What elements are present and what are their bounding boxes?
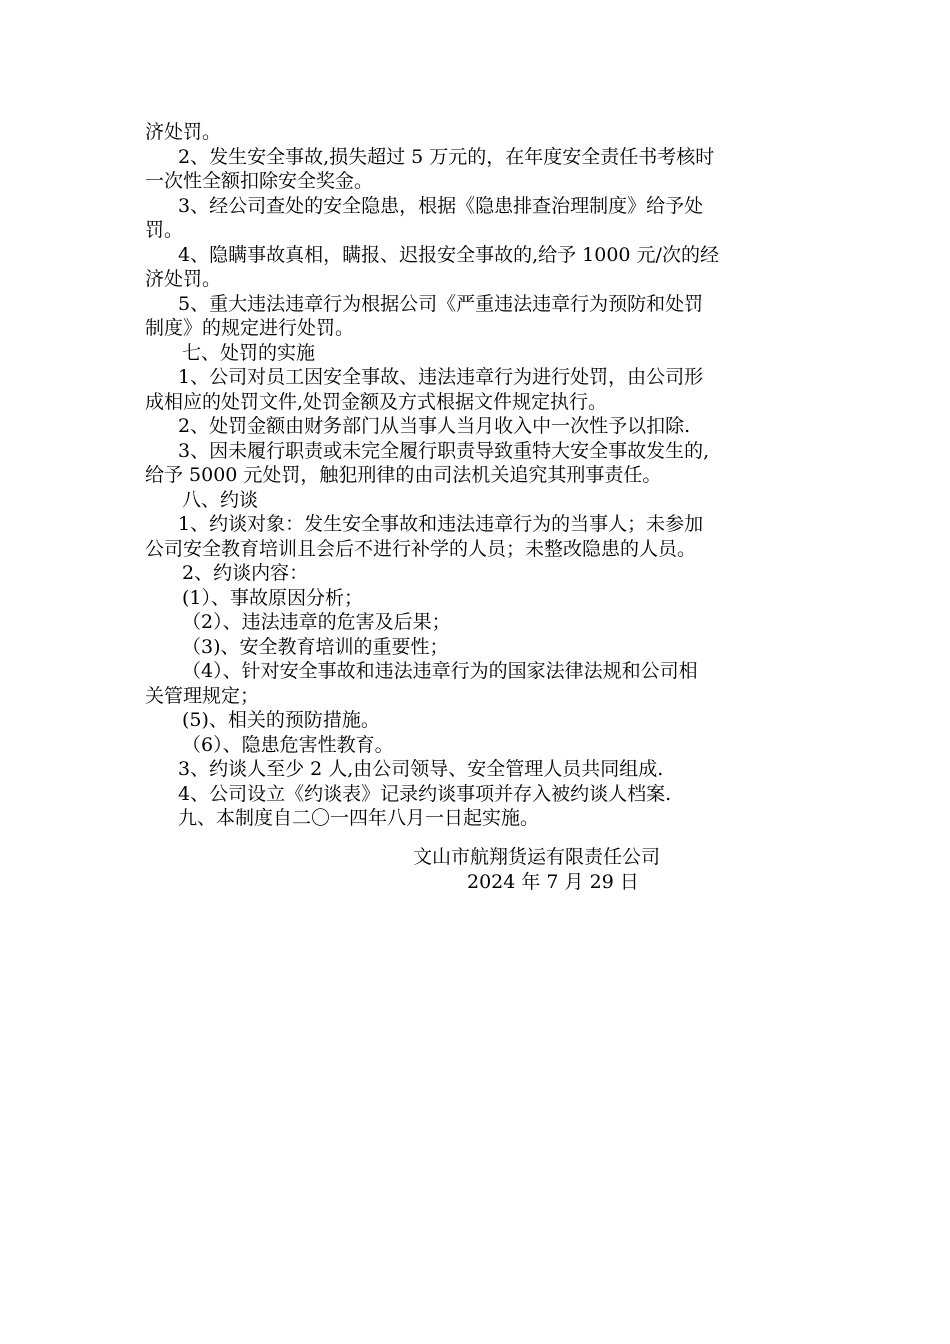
text-line: 罚。 bbox=[145, 219, 184, 241]
signature-date: 2024 年 7 月 29 日 bbox=[467, 871, 639, 893]
text-line: 济处罚。 bbox=[145, 121, 222, 143]
text-line: 1、约谈对象：发生安全事故和违法违章行为的当事人；未参加 bbox=[178, 513, 704, 535]
text-line: 4、隐瞒事故真相，瞒报、迟报安全事故的,给予 1000 元/次的经 bbox=[178, 243, 719, 266]
signature-company: 文山市航翔货运有限责任公司 bbox=[413, 846, 661, 868]
text-line: 2、发生安全事故,损失超过 5 万元的，在年度安全责任书考核时 bbox=[178, 145, 715, 168]
list-item: (5)、相关的预防措施。 bbox=[182, 709, 380, 731]
text-line: 成相应的处罚文件,处罚金额及方式根据文件规定执行。 bbox=[145, 390, 608, 413]
text-line: 1、公司对员工因安全事故、违法违章行为进行处罚，由公司形 bbox=[178, 366, 704, 388]
text-line: 3、因未履行职责或未完全履行职责导致重特大安全事故发生的, bbox=[178, 439, 710, 462]
text-line: 给予 5000 元处罚，触犯刑律的由司法机关追究其刑事责任。 bbox=[145, 464, 662, 486]
document-body bbox=[145, 120, 810, 831]
text-line: 5、重大违法违章行为根据公司《严重违法违章行为预防和处罚 bbox=[178, 292, 704, 315]
text-line: 九、本制度自二〇一四年八月一日起实施。 bbox=[178, 807, 540, 829]
text-line: 公司安全教育培训且会后不进行补学的人员；未整改隐患的人员。 bbox=[145, 537, 697, 560]
text-line: 制度》的规定进行处罚。 bbox=[145, 317, 355, 339]
list-item: （6）、隐患危害性教育。 bbox=[182, 733, 394, 756]
text-line: 2、约谈内容： bbox=[182, 562, 309, 584]
text-line: 关管理规定； bbox=[145, 684, 260, 707]
text-line: 2、处罚金额由财务部门从当事人当月收入中一次性予以扣除. bbox=[178, 415, 691, 437]
list-item: （3)、安全教育培训的重要性； bbox=[182, 635, 449, 658]
list-item: （2）、违法违章的危害及后果； bbox=[182, 611, 451, 633]
section-heading: 七、处罚的实施 bbox=[182, 341, 316, 364]
text-line: 3、约谈人至少 2 人,由公司领导、安全管理人员共同组成. bbox=[178, 758, 664, 780]
text-line: 一次性全额扣除安全奖金。 bbox=[145, 170, 374, 192]
text-line: 3、经公司查处的安全隐患，根据《隐患排查治理制度》给予处 bbox=[178, 194, 704, 217]
text-line: 济处罚。 bbox=[145, 268, 222, 290]
list-item: （4）、针对安全事故和违法违章行为的国家法律法规和公司相 bbox=[182, 660, 698, 682]
text-line: 4、公司设立《约谈表》记录约谈事项并存入被约谈人档案. bbox=[178, 782, 672, 805]
list-item: (1）、事故原因分析； bbox=[182, 586, 364, 609]
section-heading: 八、约谈 bbox=[182, 488, 259, 511]
